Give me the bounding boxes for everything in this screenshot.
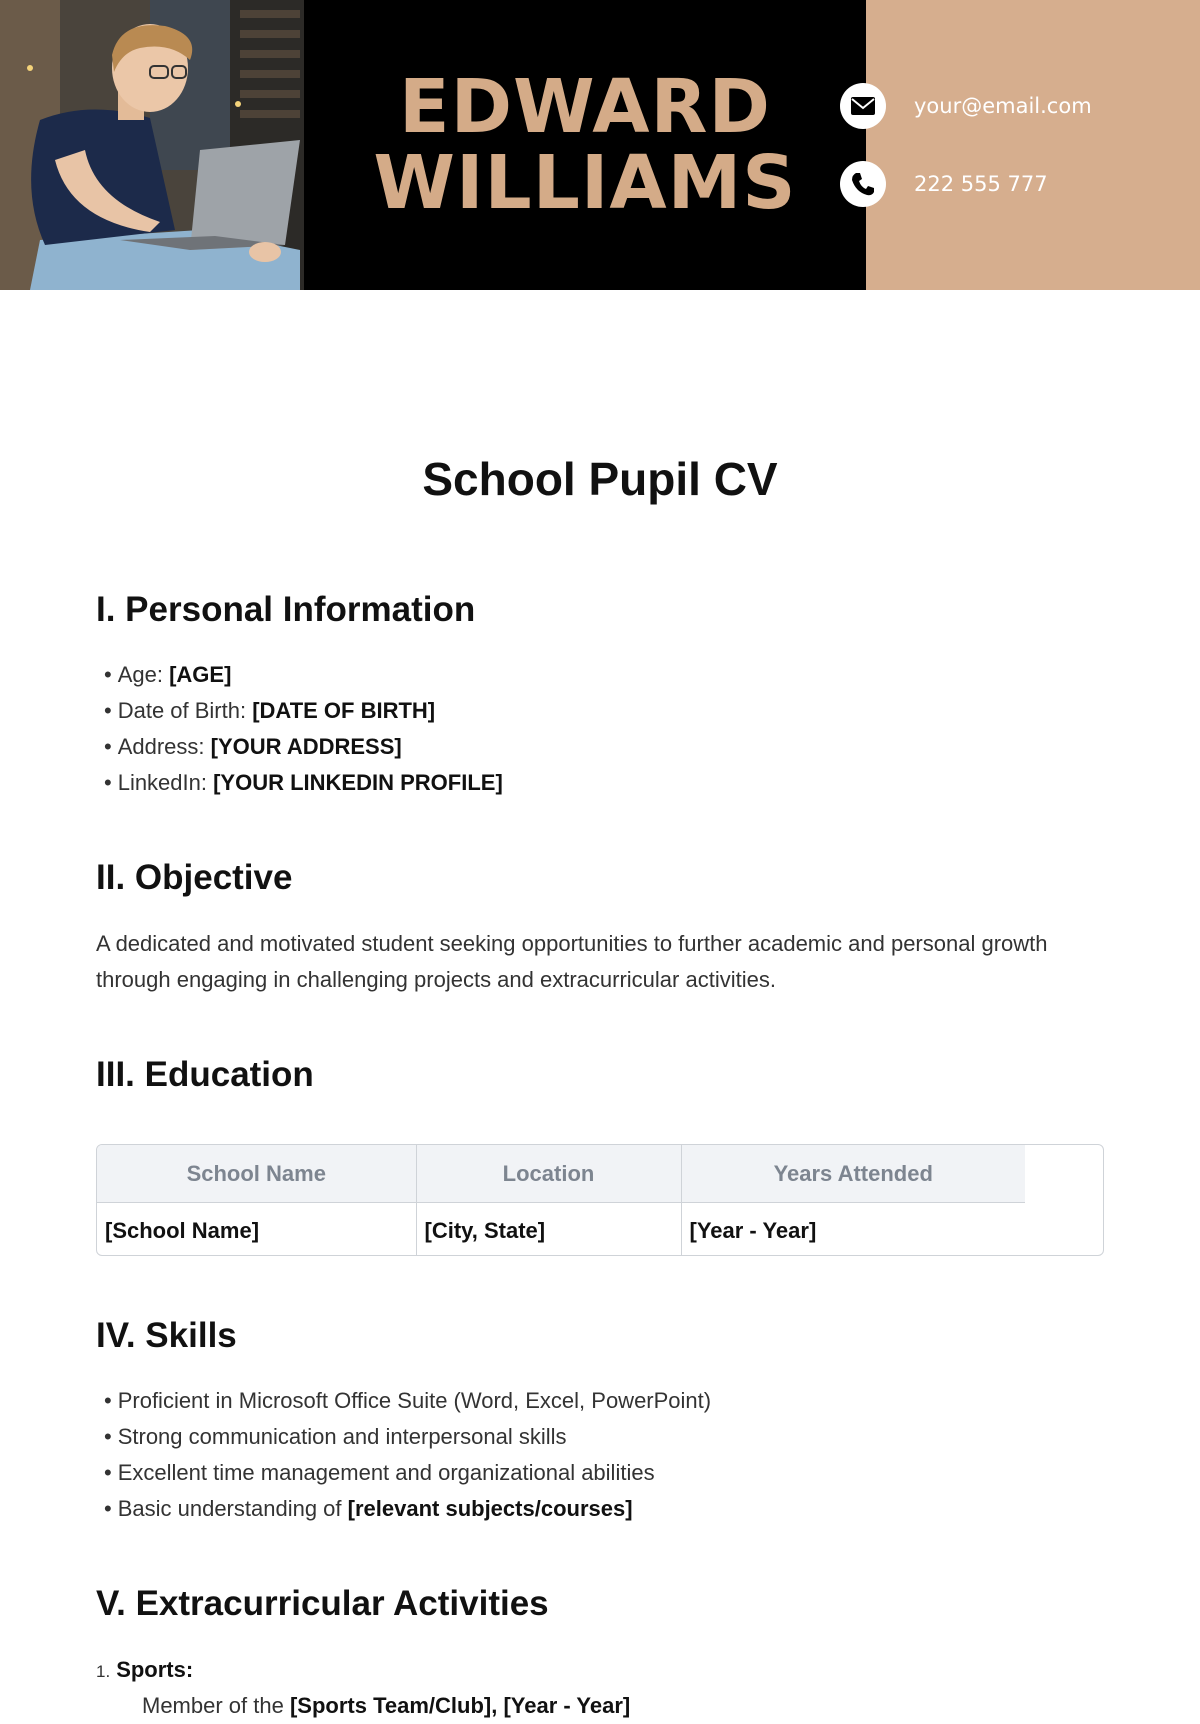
activity-text: Member of the [142,1693,290,1718]
skill-text: Proficient in Microsoft Office Suite (Word, Excel, PowerPoint) [117,1388,712,1413]
activity-label: Sports: [116,1657,194,1682]
column-header: Years Attended [681,1145,1025,1203]
field-label: Date of Birth: [117,698,253,723]
name-last: WILLIAMS [373,140,797,226]
cv-header [0,0,1200,290]
envelope-icon [840,83,886,129]
list-item [104,1455,711,1491]
section-personal-heading: I. Personal Information [96,590,476,629]
contact-block [866,0,1200,290]
list-item [104,1491,711,1527]
skill-text: Excellent time management and organizational abilities [117,1460,655,1485]
personal-info-list [104,657,503,801]
table-header-row [97,1145,1025,1203]
field-value: [DATE OF BIRTH] [252,698,436,723]
list-item [96,1652,630,1688]
table-row [97,1203,1025,1257]
list-item [104,657,503,693]
education-table [96,1144,1104,1256]
field-label: Address: [117,734,211,759]
section-extracurricular-heading: V. Extracurricular Activities [96,1584,549,1623]
field-value: [AGE] [169,662,232,687]
section-education-heading: III. Education [96,1055,314,1094]
list-item [142,1688,630,1724]
column-header: Location [416,1145,681,1203]
name-first: EDWARD [399,64,771,150]
table-cell: [Year - Year] [689,1218,817,1243]
skill-text: Strong communication and interpersonal skills [117,1424,567,1449]
skill-placeholder: [relevant subjects/courses] [347,1496,633,1521]
phone-icon [840,161,886,207]
list-item [104,729,503,765]
list-item [104,1419,711,1455]
list-number: 1. [96,1662,111,1681]
list-item [104,693,503,729]
extracurricular-list [96,1652,630,1724]
name-block [304,0,866,290]
column-header: School Name [97,1145,416,1203]
phone-text[interactable]: 222 555 777 [914,172,1048,196]
field-label: Age: [117,662,170,687]
page-title: School Pupil CV [422,453,778,505]
list-item [104,765,503,801]
field-value: [YOUR ADDRESS] [210,734,402,759]
objective-text: A dedicated and motivated student seeking opportunities to further academic and personal growth through engaging in challenging projects and extracurricular activities. [96,931,1048,992]
section-skills-heading: IV. Skills [96,1316,237,1355]
profile-photo [0,0,304,290]
section-objective-heading: II. Objective [96,858,293,897]
email-text[interactable]: your@email.com [914,94,1092,118]
skills-list [104,1383,711,1527]
list-item [104,1383,711,1419]
person-with-laptop-photo [0,0,304,290]
contact-phone-row [840,161,1048,207]
field-value: [YOUR LINKEDIN PROFILE] [213,770,503,795]
table-cell: [City, State] [416,1203,681,1257]
field-label: LinkedIn: [117,770,214,795]
contact-email-row [840,83,1092,129]
activity-placeholder: [Sports Team/Club], [Year - Year] [289,1693,631,1718]
skill-text: Basic understanding of [117,1496,348,1521]
table-cell: [School Name] [97,1203,416,1257]
